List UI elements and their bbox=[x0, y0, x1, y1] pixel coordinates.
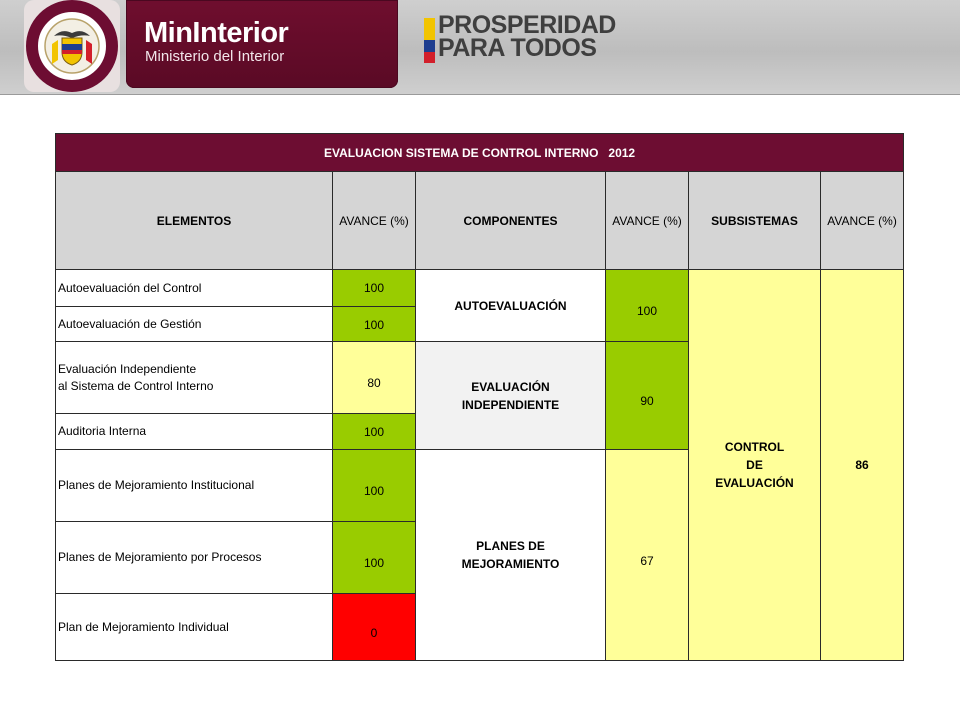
component-value: 100 bbox=[606, 270, 689, 342]
coat-of-arms-seal bbox=[24, 0, 120, 92]
header-componentes: COMPONENTES bbox=[416, 172, 606, 270]
header-subsistemas: SUBSISTEMAS bbox=[689, 172, 821, 270]
component-name bbox=[416, 450, 606, 661]
component-name bbox=[416, 342, 606, 450]
header-banner bbox=[0, 0, 960, 94]
subsystem-line3: EVALUACIÓN bbox=[715, 476, 794, 490]
subsystem-value: 86 bbox=[821, 270, 904, 661]
component-name-line1: EVALUACIÓN bbox=[471, 379, 550, 394]
slogan-logo bbox=[438, 11, 616, 62]
element-name: Auditoria Interna bbox=[56, 414, 333, 450]
element-name-line2: al Sistema de Control Interno bbox=[58, 378, 214, 393]
header-elementos: ELEMENTOS bbox=[56, 172, 333, 270]
element-name: Autoevaluación de Gestión bbox=[56, 307, 333, 342]
element-value: 0 bbox=[333, 594, 416, 661]
slogan-line1: PROSPERIDAD bbox=[438, 11, 616, 39]
element-name bbox=[56, 342, 333, 414]
element-name: Autoevaluación del Control bbox=[56, 270, 333, 307]
element-value: 80 bbox=[333, 342, 416, 414]
evaluation-table bbox=[55, 133, 904, 661]
component-value: 67 bbox=[606, 450, 689, 661]
subsystem-line2: DE bbox=[746, 458, 763, 472]
element-name: Planes de Mejoramiento Institucional bbox=[56, 450, 333, 522]
component-name: AUTOEVALUACIÓN bbox=[416, 270, 606, 342]
element-value: 100 bbox=[333, 307, 416, 342]
element-value: 100 bbox=[333, 270, 416, 307]
subsystem-name bbox=[689, 270, 821, 661]
element-value: 100 bbox=[333, 522, 416, 594]
element-value: 100 bbox=[333, 414, 416, 450]
subsystem-line1: CONTROL bbox=[724, 440, 785, 454]
brand-title: MinInterior bbox=[144, 17, 289, 49]
slogan-line2: PARA TODOS bbox=[438, 34, 597, 62]
header-row bbox=[56, 172, 904, 270]
header-avance-elementos: AVANCE (%) bbox=[333, 172, 416, 270]
component-name-line1: PLANES DE bbox=[476, 539, 545, 553]
component-name-line2: MEJORAMIENTO bbox=[461, 557, 560, 571]
table-title: EVALUACION SISTEMA DE CONTROL INTERNO 2012 bbox=[56, 134, 904, 172]
element-value: 100 bbox=[333, 450, 416, 522]
component-name-line2: INDEPENDIENTE bbox=[461, 397, 560, 412]
title-row bbox=[56, 134, 904, 172]
element-name-line1: Evaluación Independiente bbox=[58, 361, 197, 376]
component-value: 90 bbox=[606, 342, 689, 450]
element-name: Plan de Mejoramiento Individual bbox=[56, 594, 333, 661]
banner-divider bbox=[0, 94, 960, 95]
element-name: Planes de Mejoramiento por Procesos bbox=[56, 522, 333, 594]
table-row bbox=[56, 270, 904, 307]
colombia-flag-icon bbox=[424, 18, 435, 63]
ministry-logo bbox=[126, 0, 398, 88]
header-avance-subsistemas: AVANCE (%) bbox=[821, 172, 904, 270]
brand-subtitle: Ministerio del Interior bbox=[145, 48, 285, 65]
header-avance-componentes: AVANCE (%) bbox=[606, 172, 689, 270]
